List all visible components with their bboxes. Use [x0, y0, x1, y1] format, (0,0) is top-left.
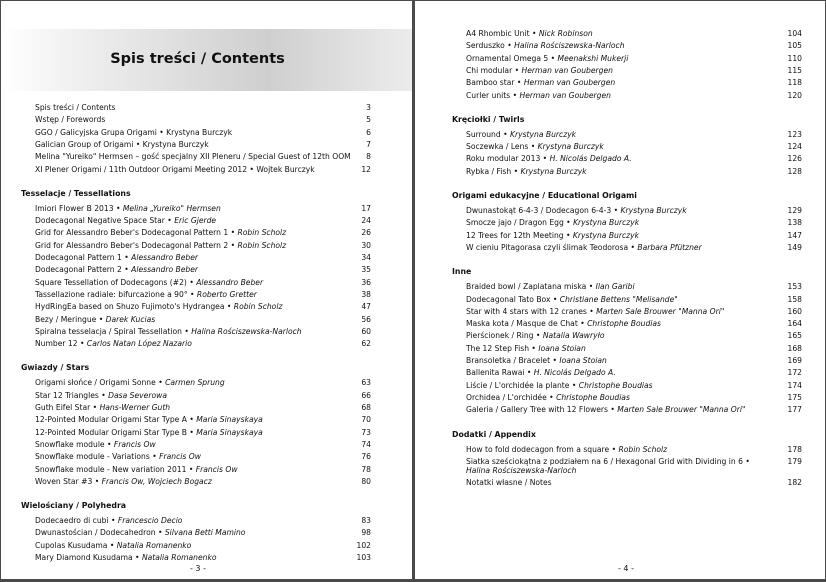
- contents-entry: [466, 154, 802, 164]
- entry-title: Pierścionek / Ring •: [466, 331, 543, 341]
- entry-title: Grid for Alessandro Beber's Dodecagonal Pattern 2 •: [35, 240, 238, 250]
- entry-title: Smocze jajo / Dragon Egg •: [466, 218, 574, 228]
- entry-author: Dasa Severowa: [108, 390, 167, 400]
- entry-title: Dodecaedro di cubi •: [35, 516, 118, 526]
- entry-page-number: 126: [787, 154, 802, 164]
- entry-page-number: 38: [361, 289, 371, 299]
- entry-page-number: 175: [787, 392, 802, 402]
- entry-author: Alessandro Beber: [196, 277, 264, 287]
- entry-page-number: 8: [366, 152, 371, 162]
- entry-page-number: 118: [787, 78, 802, 88]
- entry-page-number: 80: [361, 476, 371, 486]
- entry-author: Ilan Garibi: [595, 282, 635, 292]
- entry-page-number: 3: [366, 103, 371, 112]
- entry-page-number: 120: [787, 90, 802, 100]
- entry-page-number: 104: [787, 29, 802, 38]
- entry-title: Imiori Flower B 2013 •: [35, 203, 123, 213]
- contents-entry: [35, 103, 371, 113]
- entry-page-number: 74: [361, 439, 371, 449]
- entry-title: Cupolas Kusudama •: [35, 540, 117, 550]
- entry-page-number: 128: [787, 166, 802, 176]
- contents-entry: [466, 282, 802, 292]
- entry-title: Tassellazione radiale: bifurcazione a 90° •: [35, 289, 197, 299]
- entry-page-number: 102: [356, 540, 371, 550]
- contents-entry: [35, 391, 371, 401]
- entry-author: Natalia Romanenko: [116, 540, 192, 550]
- entry-title: Galician Group of Origami • Krystyna Burczyk: [35, 139, 209, 149]
- contents-entry: [466, 167, 802, 177]
- contents-entry: [35, 278, 371, 288]
- entry-author: Christophe Boudias: [587, 319, 661, 329]
- entry-page-number: 76: [361, 452, 371, 462]
- contents-entry: [35, 541, 371, 551]
- entry-author: Francis Ow, Wojciech Bogacz: [101, 476, 212, 486]
- entry-title: Star with 4 stars with 12 cranes •: [466, 306, 597, 316]
- entry-page-number: 158: [787, 294, 802, 304]
- entry-title: Liście / L'orchidée la plante •: [466, 380, 579, 390]
- entry-title: Orchidea / L'orchidée •: [466, 392, 557, 402]
- entry-page-number: 70: [361, 415, 371, 425]
- contents-entry: [35, 378, 371, 388]
- entry-title: Square Tessellation of Dodecagons (#2) •: [35, 277, 197, 287]
- entry-page-number: 63: [361, 378, 371, 388]
- entry-page-number: 165: [787, 331, 802, 341]
- contents-entry: [466, 243, 802, 253]
- contents-entry: [35, 216, 371, 226]
- entry-author: Krystyna Burczyk: [509, 129, 577, 139]
- contents-entry: [35, 452, 371, 462]
- contents-entry: [466, 78, 802, 88]
- entry-author: Francis Ow: [195, 464, 238, 474]
- contents-entry: [35, 315, 371, 325]
- entry-page-number: 34: [361, 253, 371, 262]
- entry-title: Spiralna tesselacja / Spiral Tessellation •: [35, 326, 192, 336]
- contents-entry: [35, 290, 371, 300]
- entry-author: Natalia Wawryło: [542, 331, 605, 341]
- entry-title: Dwunastościan / Dodecahedron •: [35, 528, 165, 538]
- contents-entry: [35, 165, 371, 175]
- entry-title: Melina "Yureiko" Hermsen – gość specjalny XII Pleneru / Special Guest of 12th OOM: [35, 152, 351, 162]
- contents-entry: [466, 478, 802, 488]
- entry-author: Halina Rościszewska-Narloch: [466, 465, 577, 475]
- entry-title: GGO / Galicyjska Grupa Origami • Krystyna Burczyk: [35, 127, 233, 137]
- contents-entry: [466, 91, 802, 101]
- entry-title: 12 Trees for 12th Meeting •: [466, 230, 573, 240]
- page-title: Spis treści / Contents: [110, 51, 285, 67]
- entry-title: Snowflake module - Variations •: [35, 452, 160, 462]
- entry-page-number: 62: [361, 339, 371, 349]
- contents-entry: [35, 477, 371, 487]
- entry-author: Krystyna Burczyk: [620, 206, 687, 215]
- entry-title: Mary Diamond Kusudama •: [35, 553, 142, 562]
- entry-title: Guth Eifel Star •: [35, 403, 100, 412]
- entry-title: XI Plener Origami / 11th Outdoor Origami Meeting 2012 • Wojtek Burczyk: [35, 164, 315, 174]
- contents-entry: [466, 307, 802, 317]
- entry-author: Alessandro Beber: [131, 253, 199, 262]
- contents-entry: [35, 415, 371, 425]
- entry-page-number: 35: [361, 265, 371, 275]
- entry-page-number: 7: [366, 139, 371, 149]
- entry-page-number: 123: [787, 129, 802, 139]
- entry-author: Carmen Sprung: [165, 378, 225, 388]
- entry-page-number: 26: [361, 228, 371, 238]
- contents-entry: [35, 403, 371, 413]
- entry-author: Marten Sale Brouwer "Manna Ori": [617, 405, 746, 415]
- entry-title: Serduszko •: [466, 41, 515, 51]
- contents-entry: [466, 295, 802, 305]
- entry-page-number: 129: [787, 206, 802, 215]
- entry-author: Herman van Goubergen: [519, 90, 611, 100]
- section-heading: Origami edukacyjne / Educational Origami: [452, 191, 637, 200]
- entry-title: Soczewka / Lens •: [466, 142, 538, 152]
- entry-page-number: 68: [361, 403, 371, 412]
- entry-title: Number 12 •: [35, 339, 87, 349]
- entry-page-number: 115: [787, 65, 802, 75]
- contents-entry: [35, 327, 371, 337]
- contents-entry: [35, 265, 371, 275]
- entry-page-number: 174: [787, 380, 802, 390]
- left-page: [1, 1, 412, 579]
- section-heading: Inne: [452, 267, 472, 277]
- entry-page-number: 83: [361, 516, 371, 526]
- entry-title: Roku modular 2013 •: [466, 154, 550, 164]
- entry-title: The 12 Step Fish •: [466, 343, 539, 353]
- entry-title: How to fold dodecagon from a square •: [466, 444, 619, 454]
- contents-entry: [35, 528, 371, 538]
- entry-page-number: 17: [361, 203, 371, 213]
- entry-author: Marten Sale Brouwer "Manna Ori": [596, 306, 725, 316]
- entry-author: Krystyna Burczyk: [520, 166, 587, 176]
- entry-page-number: 66: [361, 390, 371, 400]
- entry-page-number: 47: [361, 302, 371, 312]
- entry-author: Meenakshi Mukerji: [557, 53, 629, 63]
- entry-page-number: 149: [787, 242, 802, 252]
- contents-entry: [35, 553, 371, 563]
- entry-author: Christophe Boudias: [578, 380, 653, 390]
- contents-entry: [35, 339, 371, 349]
- section-heading: Dodatki / Appendix: [452, 429, 536, 439]
- entry-author: Alessandro Beber: [131, 265, 199, 275]
- entry-title: Siatka sześciokątna z podziałem na 6 / Hexagonal Grid with Dividing in 6 •: [466, 456, 750, 466]
- contents-entry: [35, 115, 371, 125]
- entry-title: HydRingEa based on Shuzo Fujimoto's Hydrangea •: [35, 302, 234, 312]
- entry-title: Snowflake module •: [35, 439, 114, 449]
- entry-title: Bransoletka / Bracelet •: [466, 356, 560, 365]
- entry-author: Darek Kucias: [105, 314, 156, 324]
- entry-title: Dodecagonal Tato Box •: [466, 294, 560, 304]
- entry-page-number: 78: [361, 464, 371, 474]
- entry-title: Wstęp / Forewords: [35, 115, 106, 125]
- contents-entry: [35, 152, 371, 162]
- section-heading: Gwiazdy / Stars: [21, 363, 90, 373]
- entry-title: Ballenita Rawai •: [466, 368, 534, 378]
- entry-title: A4 Rhombic Unit •: [466, 29, 539, 38]
- entry-author: Herman van Goubergen: [523, 78, 616, 88]
- entry-title: Galeria / Gallery Tree with 12 Flowers •: [466, 405, 618, 415]
- contents-entry: [466, 218, 802, 228]
- contents-entry: [466, 368, 802, 378]
- entry-title: Curler units •: [466, 90, 520, 100]
- contents-entry: [35, 128, 371, 138]
- entry-author: Francescio Decio: [117, 516, 183, 526]
- entry-author: Robin Scholz: [233, 302, 283, 312]
- entry-page-number: 98: [361, 528, 371, 538]
- entry-author: Krystyna Burczyk: [537, 142, 604, 152]
- contents-entry: [35, 302, 371, 312]
- entry-page-number: 60: [361, 326, 371, 336]
- entry-title: 12-Pointed Modular Origami Star Type B •: [35, 427, 197, 437]
- entry-page-number: 172: [787, 368, 802, 378]
- entry-title: Snowflake module - New variation 2011 •: [35, 464, 196, 474]
- page-number-left: - 3 -: [190, 564, 206, 573]
- contents-entry: [466, 66, 802, 76]
- entry-author: Ioana Stoian: [559, 356, 607, 365]
- entry-title: Ornamental Omega 5 •: [466, 53, 558, 63]
- contents-entry: [35, 428, 371, 438]
- contents-entry: [466, 130, 802, 140]
- entry-page-number: 36: [361, 277, 371, 287]
- contents-entry: [35, 204, 371, 214]
- entry-page-number: 147: [787, 230, 802, 240]
- entry-page-number: 178: [787, 444, 802, 454]
- entry-title: Braided bowl / Zaplatana miska •: [466, 282, 596, 292]
- contents-entry: [466, 381, 802, 391]
- contents-entry: [35, 253, 371, 263]
- entry-page-number: 73: [361, 427, 371, 437]
- contents-entry: [466, 231, 802, 241]
- entry-title: Bamboo star •: [466, 78, 524, 88]
- entry-author: Eric Gjerde: [174, 216, 217, 226]
- contents-entry: [466, 29, 802, 39]
- contents-entry: [466, 405, 802, 415]
- entry-author: H. Nicolás Delgado A.: [533, 368, 616, 378]
- entry-author: Maria Sinayskaya: [196, 427, 263, 437]
- entry-author: H. Nicolás Delgado A.: [549, 154, 632, 164]
- entry-title: Bezy / Meringue •: [35, 314, 106, 324]
- section-heading: Tesselacje / Tessellations: [21, 188, 131, 198]
- contents-entry: [466, 41, 802, 51]
- contents-entry: [466, 393, 802, 403]
- contents-entry: [35, 241, 371, 251]
- entry-page-number: 110: [787, 53, 802, 63]
- entry-page-number: 168: [787, 343, 802, 353]
- entry-author: Robin Scholz: [237, 228, 287, 238]
- entry-author: Robin Scholz: [237, 240, 287, 250]
- contents-entry: [466, 356, 802, 366]
- entry-title: Maska kota / Masque de Chat •: [466, 319, 588, 329]
- contents-entry: [466, 142, 802, 152]
- entry-page-number: 179: [787, 456, 802, 466]
- section-heading: Wielościany / Polyhedra: [21, 501, 127, 511]
- entry-author: Krystyna Burczyk: [572, 230, 640, 240]
- entry-page-number: 103: [356, 553, 371, 562]
- entry-author: Barbara Pfützner: [637, 242, 702, 252]
- entry-author: Melina „Yureiko" Hermsen: [122, 203, 221, 213]
- contents-entry: [35, 140, 371, 150]
- entry-author: Natalia Romanenko: [141, 553, 217, 562]
- entry-title: Dodecagonal Negative Space Star •: [35, 216, 175, 226]
- entry-title: Origami słońce / Origami Sonne •: [35, 378, 166, 388]
- entry-title: Notatki własne / Notes: [466, 478, 552, 488]
- entry-title: Dodecagonal Pattern 1 •: [35, 253, 132, 262]
- entry-title: Rybka / Fish •: [466, 166, 521, 176]
- contents-entry: [466, 54, 802, 64]
- entry-page-number: 56: [361, 314, 371, 324]
- entry-page-number: 12: [361, 164, 371, 174]
- entry-page-number: 5: [366, 115, 371, 125]
- entry-author: Carlos Natan López Nazario: [86, 339, 192, 349]
- entry-page-number: 160: [787, 306, 802, 316]
- entry-page-number: 177: [787, 405, 802, 415]
- contents-entry: [35, 516, 371, 526]
- entry-title: 12-Pointed Modular Origami Star Type A •: [35, 415, 197, 425]
- entry-author: Ioana Stoian: [538, 343, 586, 353]
- entry-author: Nick Robinson: [538, 29, 593, 38]
- entry-page-number: 164: [787, 319, 802, 329]
- entry-author: Robin Scholz: [618, 444, 668, 454]
- entry-page-number: 182: [787, 478, 802, 488]
- contents-entry: [466, 331, 802, 341]
- entry-author: Krystyna Burczyk: [573, 218, 640, 228]
- entry-author: Francis Ow: [159, 452, 201, 462]
- entry-author: Halina Rościszewska-Narloch: [514, 41, 625, 51]
- entry-page-number: 153: [787, 282, 802, 292]
- entry-title: Star 12 Triangles •: [35, 390, 109, 400]
- contents-entry: [35, 465, 371, 475]
- entry-title: Dwunastokąt 6-4-3 / Dodecagon 6-4-3 •: [466, 206, 621, 215]
- entry-author: Maria Sinayskaya: [196, 415, 263, 425]
- contents-entry: [466, 319, 802, 329]
- entry-author: Herman van Goubergen: [521, 65, 613, 75]
- entry-author: Silvana Betti Mamino: [164, 528, 246, 538]
- entry-title: Spis treści / Contents: [35, 103, 116, 112]
- entry-author: Roberto Gretter: [196, 289, 257, 299]
- entry-title: Grid for Alessandro Beber's Dodecagonal Pattern 1 •: [35, 228, 238, 238]
- entry-author: Francis Ow: [113, 439, 156, 449]
- entry-title: Woven Star #3 •: [35, 476, 102, 486]
- entry-title: Dodecagonal Pattern 2 •: [35, 265, 132, 275]
- entry-page-number: 24: [361, 216, 371, 226]
- contents-entry: [466, 206, 802, 216]
- entry-page-number: 30: [361, 240, 371, 250]
- entry-author: Halina Rościszewska-Narloch: [191, 326, 302, 336]
- section-heading: Kręciołki / Twirls: [452, 114, 525, 124]
- right-page: [415, 1, 825, 579]
- entry-author: Hans-Werner Guth: [99, 403, 171, 412]
- entry-page-number: 105: [787, 41, 802, 51]
- entry-title: Chi modular •: [466, 65, 522, 75]
- entry-author: Christiane Bettens "Melisande": [559, 294, 678, 304]
- page-number-right: - 4 -: [618, 564, 634, 573]
- entry-title: Surround •: [466, 129, 510, 139]
- contents-entry: [35, 228, 371, 238]
- contents-entry: [35, 440, 371, 450]
- contents-entry: [466, 445, 802, 455]
- entry-page-number: 138: [787, 218, 802, 228]
- entry-page-number: 169: [787, 356, 802, 365]
- contents-entry: [466, 344, 802, 354]
- entry-page-number: 124: [787, 142, 802, 152]
- entry-page-number: 6: [366, 127, 371, 137]
- entry-author: Christophe Boudias: [556, 392, 630, 402]
- entry-title: W cieniu Pitagorasa czyli ślimak Teodorosa •: [466, 242, 638, 252]
